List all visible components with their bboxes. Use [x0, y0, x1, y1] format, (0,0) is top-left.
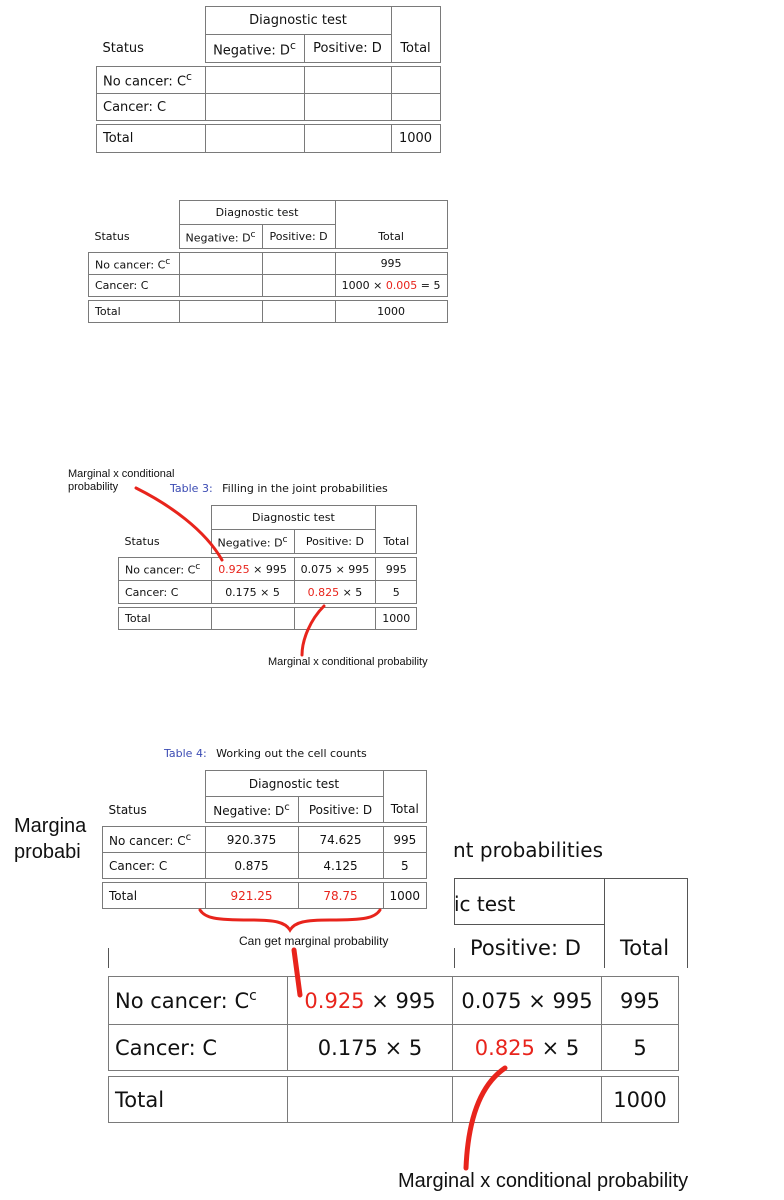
row-label-no-cancer: No cancer: $C^c$: [119, 558, 212, 581]
big-cell-nc-neg: 0.925 × 995: [288, 977, 453, 1025]
cell-total-neg: 921.25: [205, 883, 298, 909]
cell-c-total: 5: [376, 581, 417, 604]
grand-total: 1000: [335, 301, 447, 323]
big-cell-c-total: 5: [602, 1025, 679, 1071]
grand-total: 1000: [376, 608, 417, 630]
negative-header: Negative: $D^c$: [205, 35, 304, 63]
row-label-no-cancer: No cancer: $C^c$: [97, 67, 206, 94]
row-label-total: Total: [97, 125, 206, 153]
table-4: [102, 770, 427, 909]
total-header: Total: [376, 530, 417, 554]
big-row-label-cancer: Cancer: C: [109, 1025, 288, 1071]
big-cell-nc-total: 995: [602, 977, 679, 1025]
status-header: Status: [94, 230, 130, 243]
negative-header: Negative: $D^c$: [179, 225, 262, 249]
big-cell-nc-pos: 0.075 × 995: [453, 977, 602, 1025]
cell-c-neg: 0.875: [205, 853, 298, 879]
total-header: Total: [335, 225, 447, 249]
cell-nc-neg: 920.375: [205, 827, 298, 853]
big-row-label-no-cancer: No cancer: $C^c$: [109, 977, 288, 1025]
row-label-no-cancer: No cancer: $C^c$: [103, 827, 206, 853]
annotation-marginal-conditional: Marginal x conditional probability: [68, 468, 175, 493]
big-cell-c-pos: 0.825 × 5: [453, 1025, 602, 1071]
grand-total: 1000: [391, 125, 440, 153]
status-header: Status: [102, 41, 144, 56]
cell-nc-total: 995: [376, 558, 417, 581]
row-label-no-cancer: No cancer: $C^c$: [89, 253, 180, 275]
big-table-body: [108, 976, 679, 1123]
negative-header: Negative: $D^c$: [211, 530, 294, 554]
row-label-cancer: Cancer: C: [89, 275, 180, 297]
table-4-caption: Table 4: Working out the cell counts: [164, 747, 367, 760]
cell-c-neg: 0.175 × 5: [211, 581, 294, 604]
fragment-probability: probabi: [14, 841, 81, 863]
table-3-caption: Table 3: Filling in the joint probabilities: [170, 482, 388, 495]
big-annotation-marginal-conditional: Marginal x conditional probability: [398, 1170, 689, 1192]
total-header: Total: [383, 797, 427, 823]
cell-c-pos: 4.125: [298, 853, 383, 879]
diagnostic-test-header: Diagnostic test: [205, 7, 391, 35]
big-total-header: Total: [620, 936, 670, 960]
negative-header: Negative: $D^c$: [205, 797, 298, 823]
grand-total: 1000: [383, 883, 427, 909]
big-cell-c-neg: 0.175 × 5: [288, 1025, 453, 1071]
diagnostic-test-header: Diagnostic test: [179, 201, 335, 225]
table-2: [88, 200, 448, 323]
positive-header: Positive: D: [304, 35, 391, 63]
cell-nc-total: 995: [383, 827, 427, 853]
row-label-total: Total: [89, 301, 180, 323]
cell-c-total: 5: [383, 853, 427, 879]
big-positive-header: Positive: D: [470, 936, 581, 960]
fragment-joint-probabilities: nt probabilities: [453, 838, 604, 862]
row-label-cancer: Cancer: C: [119, 581, 212, 604]
positive-header: Positive: D: [294, 530, 376, 554]
annotation-marginal-conditional-bottom: Marginal x conditional probability: [268, 656, 428, 668]
table-3: [118, 505, 417, 630]
status-header: Status: [124, 535, 160, 548]
table-1: [96, 6, 441, 153]
diagnostic-test-header: Diagnostic test: [205, 771, 383, 797]
brace-label: Can get marginal probability: [239, 934, 389, 948]
cell-nc-pos: 0.075 × 995: [294, 558, 376, 581]
cancer-total: 1000 × 0.005 = 5: [335, 275, 447, 297]
row-label-cancer: Cancer: C: [103, 853, 206, 879]
cell-nc-pos: 74.625: [298, 827, 383, 853]
status-header: Status: [108, 802, 147, 817]
positive-header: Positive: D: [298, 797, 383, 823]
big-row-label-total: Total: [109, 1077, 288, 1123]
diagnostic-test-header: Diagnostic test: [211, 506, 376, 530]
row-label-total: Total: [119, 608, 212, 630]
no-cancer-total: 995: [335, 253, 447, 275]
big-grand-total: 1000: [602, 1077, 679, 1123]
row-label-total: Total: [103, 883, 206, 909]
row-label-cancer: Cancer: C: [97, 94, 206, 121]
cell-total-pos: 78.75: [298, 883, 383, 909]
total-header: Total: [391, 35, 440, 63]
cell-nc-neg: 0.925 × 995: [211, 558, 294, 581]
positive-header: Positive: D: [262, 225, 335, 249]
fragment-marginal: Margina: [14, 815, 87, 837]
big-diag-fragment: ic test: [454, 892, 516, 916]
cell-c-pos: 0.825 × 5: [294, 581, 376, 604]
